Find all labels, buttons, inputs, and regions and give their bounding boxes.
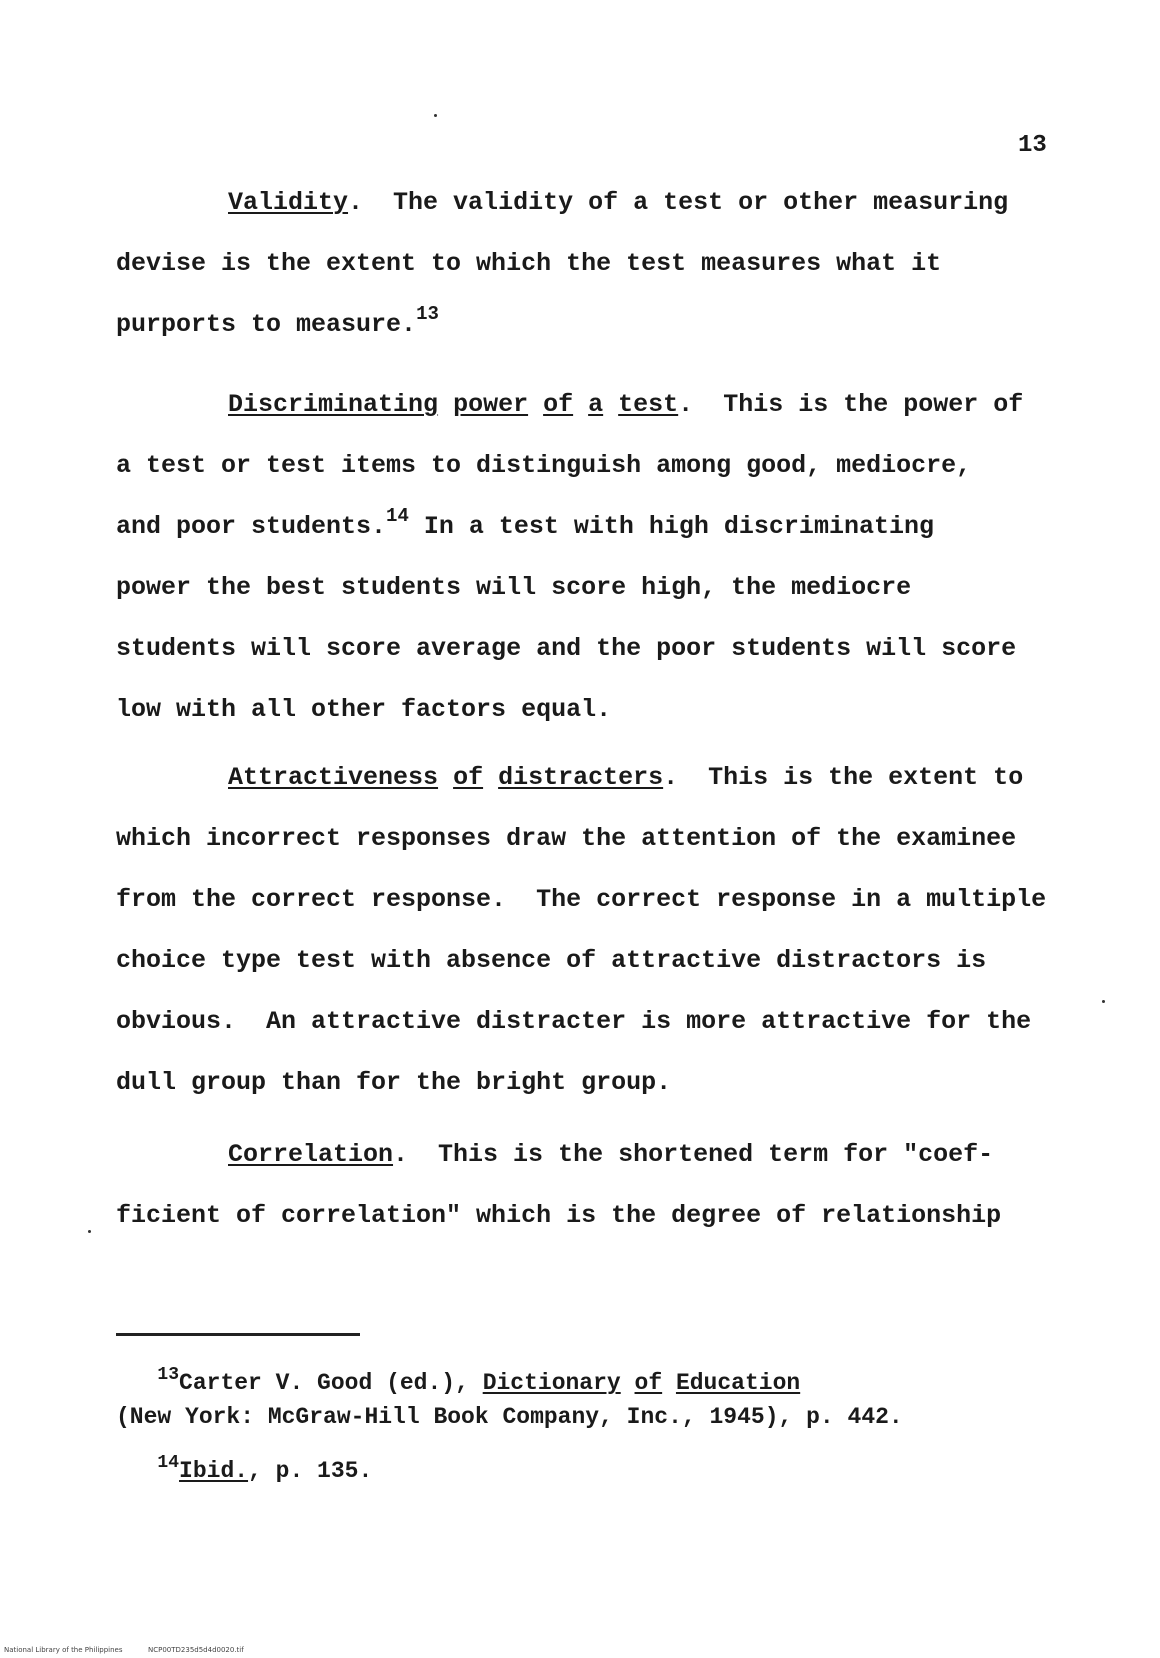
paragraph-attractiveness: Attractiveness of distracters. This is the extent to which incorrect responses draw the attention of the examinee from the correct response. The correct response in a multiple choice type test with absence of attractive distractors is obvious. An attractive distracter is more attractive for the dull group than for the bright group.	[116, 763, 1047, 1097]
paragraph-correlation: Correlation. This is the shortened term for "coef- ficient of correlation" which is the degree of relationship	[116, 1140, 1002, 1230]
scan-speck	[434, 114, 437, 117]
term-attractiveness: Attractiveness	[228, 763, 439, 792]
footnote-13: $^{13}$Carter V. Good (ed.), Dictionary of Education (New York: McGraw-Hill Book Company, Inc., 1945), p. 442.	[116, 1365, 903, 1430]
footnote-ref-14: 14	[386, 505, 409, 527]
term-discriminating: Discriminating	[228, 390, 439, 419]
footer-source-label: National Library of the Philippines	[4, 1646, 123, 1654]
footer-file-label: NCP00TD235d5d4d0020.tif	[148, 1646, 244, 1654]
paragraph-discriminating-power: Discriminating power of a test. This is the power of a test or test items to distinguish among good, mediocre, and poor students.$^{14}$ In a test with high discriminating power the best students will score high, the mediocre students will score average and the poor students will score low with all other factors equal.	[116, 390, 1024, 724]
term-validity: Validity	[228, 188, 349, 217]
page-number: 13	[1018, 132, 1047, 159]
footnote-ref-13: 13	[416, 303, 439, 325]
term-correlation: Correlation	[228, 1140, 394, 1169]
footnote-divider	[116, 1333, 360, 1336]
footnote-14: $^{14}$Ibid., p. 135.	[157, 1453, 373, 1484]
scan-speck	[88, 1230, 91, 1233]
scan-speck	[1102, 1000, 1105, 1003]
paragraph-validity: Validity. The validity of a test or other measuring devise is the extent to which the test measures what it purports to measure.$^{13}$	[116, 188, 1009, 339]
